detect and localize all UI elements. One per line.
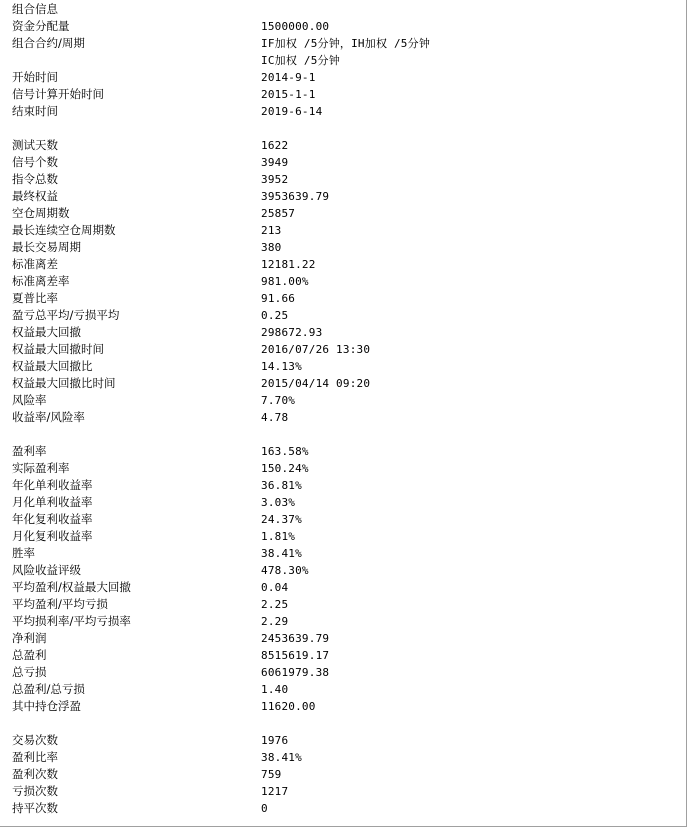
metric-value: 4.78 [261,411,289,424]
metric-value: 2014-9-1 [261,71,316,84]
metric-value: 2453639.79 [261,632,330,645]
metric-value: 38.41% [261,547,302,560]
metric-label: 信号计算开始时间 [12,87,104,101]
list-item [0,18,680,35]
metric-value: 12181.22 [261,258,316,271]
metric-value: 150.24% [261,462,309,475]
metric-label: 权益最大回撤 [12,325,81,339]
metric-value: 11620.00 [261,700,316,713]
list-item [0,52,680,69]
list-item [0,392,680,409]
list-item [0,341,680,358]
metric-label: 开始时间 [12,70,58,84]
metric-value: 36.81% [261,479,302,492]
metric-value: IF加权 /5分钟，IH加权 /5分钟 [261,37,431,50]
metric-label: 最终权益 [12,189,58,203]
metric-value: 1976 [261,734,289,747]
metric-label: 盈利次数 [12,767,58,781]
list-item [0,171,680,188]
metric-value: 478.30% [261,564,309,577]
list-item [0,256,680,273]
metric-value: 1.40 [261,683,289,696]
list-item [0,647,680,664]
list-item [0,222,680,239]
list-item [0,35,680,52]
metric-value: 0 [261,802,268,815]
metric-label: 资金分配量 [12,19,70,33]
metric-value: 3949 [261,156,289,169]
metric-label: 权益最大回撤比 [12,359,93,373]
metric-label: 权益最大回撤比时间 [12,376,116,390]
list-item [0,800,680,817]
metric-value: 2.29 [261,615,289,628]
metric-value: 2015-1-1 [261,88,316,101]
list-item [0,766,680,783]
metric-value: 1217 [261,785,289,798]
metric-value: 298672.93 [261,326,323,339]
list-item [0,579,680,596]
metric-label: 总亏损 [12,665,47,679]
metric-value: 3952 [261,173,289,186]
metric-label: 其中持仓浮盈 [12,699,81,713]
metric-label: 盈利率 [12,444,47,458]
metric-label: 风险率 [12,393,47,407]
list-item [0,86,680,103]
metric-label: 月化单利收益率 [12,495,93,509]
list-item [0,494,680,511]
metric-label: 空仓周期数 [12,206,70,220]
list-item [0,239,680,256]
list-item [0,664,680,681]
metric-label: 组合合约/周期 [12,36,85,50]
metric-label: 盈亏总平均/亏损平均 [12,308,120,322]
metric-label: 年化复利收益率 [12,512,93,526]
metric-value: 213 [261,224,282,237]
metric-label: 持平次数 [12,801,58,815]
metric-label: 平均盈利/权益最大回撤 [12,580,131,594]
list-item [0,477,680,494]
metric-value: 163.58% [261,445,309,458]
list-item [0,511,680,528]
metric-label: 收益率/风险率 [12,410,85,424]
metric-label: 夏普比率 [12,291,58,305]
list-item [0,375,680,392]
spacer-row [0,426,680,443]
list-item [0,681,680,698]
metric-value: 8515619.17 [261,649,330,662]
metric-label: 最长交易周期 [12,240,81,254]
metric-value: 3.03% [261,496,296,509]
metric-value: 0.04 [261,581,289,594]
metric-value: 14.13% [261,360,302,373]
list-item [0,630,680,647]
list-item [0,783,680,800]
metric-label: 平均盈利/平均亏损 [12,597,108,611]
metric-label: 实际盈利率 [12,461,70,475]
list-item [0,103,680,120]
metric-value: 0.25 [261,309,289,322]
metric-label: 信号个数 [12,155,58,169]
list-item [0,69,680,86]
list-item [0,545,680,562]
metric-label: 指令总数 [12,172,58,186]
list-item [0,154,680,171]
metric-value: 1622 [261,139,289,152]
metric-label: 标准离差 [12,257,58,271]
metric-value: 7.70% [261,394,296,407]
list-item [0,562,680,579]
list-item [0,137,680,154]
list-item [0,596,680,613]
metric-value: 1.81% [261,530,296,543]
metric-value: 25857 [261,207,296,220]
metric-label: 亏损次数 [12,784,58,798]
list-item [0,188,680,205]
list-item [0,205,680,222]
metric-value: 24.37% [261,513,302,526]
spacer-row [0,120,680,137]
list-item [0,290,680,307]
metric-value: 2019-6-14 [261,105,323,118]
list-item [0,460,680,477]
metric-label: 总盈利 [12,648,47,662]
metric-value: 759 [261,768,282,781]
metric-label: 胜率 [12,546,35,560]
metric-label: 月化复利收益率 [12,529,93,543]
report-title: 组合信息 [12,2,58,16]
list-item [0,443,680,460]
list-item [0,528,680,545]
metric-label: 平均损利率/平均亏损率 [12,614,131,628]
metric-value: 38.41% [261,751,302,764]
metric-label: 总盈利/总亏损 [12,682,85,696]
list-item [0,732,680,749]
metric-label: 权益最大回撤时间 [12,342,104,356]
metric-label: 盈利比率 [12,750,58,764]
spacer-row [0,715,680,732]
metric-label: 净利润 [12,631,47,645]
list-item [0,409,680,426]
metric-label: 风险收益评级 [12,563,81,577]
metric-value: 2016/07/26 13:30 [261,343,371,356]
list-item [0,358,680,375]
metric-value: IC加权 /5分钟 [261,54,340,67]
metric-label: 交易次数 [12,733,58,747]
metric-value: 380 [261,241,282,254]
metric-value: 2015/04/14 09:20 [261,377,371,390]
report-title-row [0,1,680,18]
metric-value: 6061979.38 [261,666,330,679]
metric-value: 3953639.79 [261,190,330,203]
metric-value: 981.00% [261,275,309,288]
metric-label: 最长连续空仓周期数 [12,223,116,237]
metric-value: 1500000.00 [261,20,330,33]
list-item [0,273,680,290]
metric-value: 2.25 [261,598,289,611]
metric-label: 结束时间 [12,104,58,118]
metric-value: 91.66 [261,292,296,305]
list-item [0,307,680,324]
list-item [0,324,680,341]
list-item [0,698,680,715]
list-item [0,613,680,630]
list-item [0,749,680,766]
metric-label: 测试天数 [12,138,58,152]
metric-label: 标准离差率 [12,274,70,288]
metric-label: 年化单利收益率 [12,478,93,492]
